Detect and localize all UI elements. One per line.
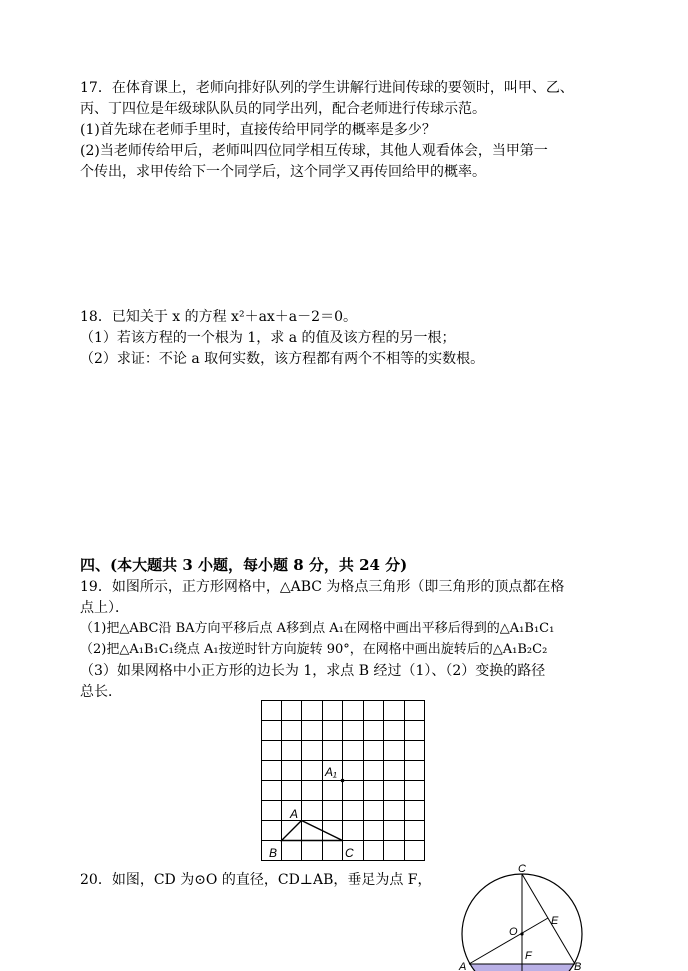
q19-part-2: （2)把△A₁B₁C₁绕点 A₁按逆时针方向旋转 90°，在网格中画出旋转后的△A₁B₂C₂: [80, 642, 548, 657]
q19-line-1: 19．如图所示，正方形网格中，△ABC 为格点三角形（即三角形的顶点都在格: [80, 579, 565, 595]
q17-line-1: 17．在体育课上，老师向排好队列的学生讲解行进间传球的要领时，叫甲、乙、: [80, 80, 574, 96]
grid-figure: [255, 698, 435, 868]
q19-part-3-line-2: 总长．: [80, 684, 122, 700]
label-b: B: [269, 846, 278, 860]
point-a1: [341, 779, 345, 783]
q17-part-1: (1)首先球在老师手里时，直接传给甲同学的概率是多少？: [80, 122, 436, 138]
circle-figure: [455, 860, 605, 971]
q17-part-2-line-2: 个传出，求甲传给下一个同学后，这个同学又再传回给甲的概率。: [80, 164, 486, 180]
label-e: E: [551, 915, 559, 927]
shaded-segment: [455, 964, 605, 971]
segment-ae: [469, 918, 548, 964]
q19-part-1: （1)把△ABC沿 BA方向平移后点 A移到点 A₁在网格中画出平移后得到的△A₁B₁C₁: [80, 621, 555, 636]
label-b: B: [574, 961, 582, 971]
q19-part-3-line-1: （3）如果网格中小正方形的边长为 1，求点 B 经过（1）、（2）变换的路径: [80, 663, 546, 679]
q17-line-2: 丙、丁四位是年级球队队员的同学出列，配合老师进行传球示范。: [80, 101, 486, 117]
label-a1: A₁: [325, 765, 337, 779]
label-c: C: [345, 846, 354, 860]
section-4-heading: 四、(本大题共 3 小题，每小题 8 分，共 24 分): [80, 556, 408, 574]
q18-part-2: （2）求证：不论 a 取何实数，该方程都有两个不相等的实数根。: [80, 351, 485, 367]
label-o: O: [509, 926, 518, 938]
triangle-abc: [282, 821, 343, 841]
q18-line-1: 18．已知关于 x 的方程 x²＋ax＋a－2＝0。: [80, 309, 357, 325]
q20-line-1: 20．如图，CD 为⊙O 的直径，CD⊥AB，垂足为点 F，: [80, 872, 432, 888]
label-f: F: [525, 950, 532, 962]
label-c: C: [518, 863, 526, 875]
q18-part-1: （1）若该方程的一个根为 1，求 a 的值及该方程的另一根；: [80, 330, 456, 346]
q19-line-2: 点上）．: [80, 600, 129, 616]
label-a: A: [459, 961, 467, 971]
label-a: A: [290, 807, 299, 821]
center-point: [520, 932, 523, 935]
q17-part-2-line-1: (2)当老师传给甲后，老师叫四位同学相互传球，其他人观看体会，当甲第一: [80, 143, 548, 159]
